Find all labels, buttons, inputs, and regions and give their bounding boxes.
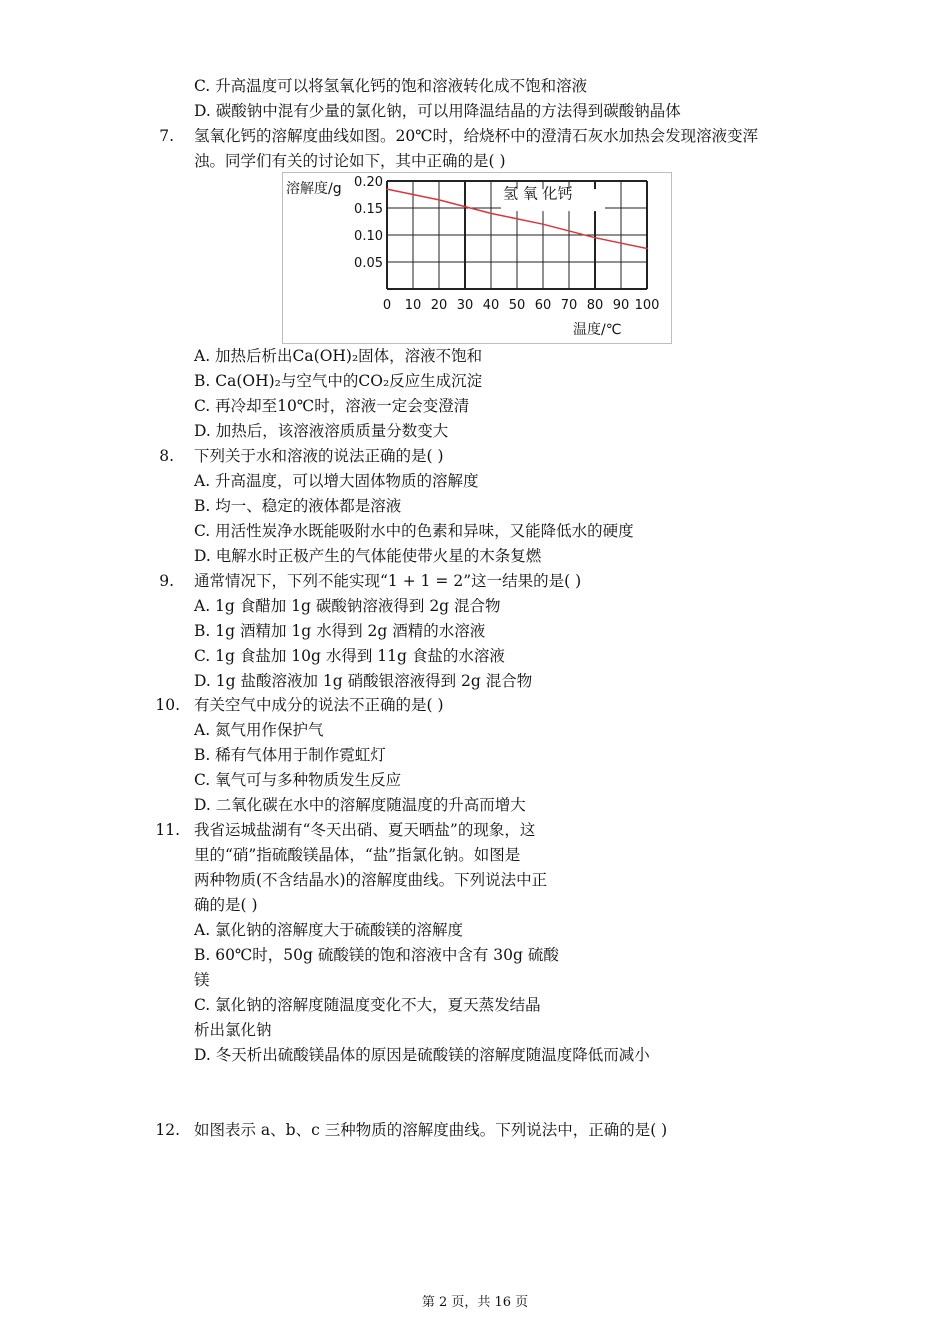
q9-option-b: B. 1g 酒精加 1g 水得到 2g 酒精的水溶液 (194, 622, 486, 640)
q10-option-a: A. 氮气用作保护气 (194, 721, 324, 739)
y-tick-label: 0.10 (354, 229, 383, 244)
x-tick-label: 70 (560, 298, 578, 313)
q8-option-b: B. 均一、稳定的液体都是溶液 (194, 497, 402, 515)
q7-option-b: B. Ca(OH)₂与空气中的CO₂反应生成沉淀 (194, 372, 483, 390)
q11-option-a: A. 氯化钠的溶解度大于硫酸镁的溶解度 (194, 921, 464, 939)
y-tick-label: 0.20 (354, 175, 383, 190)
q8-stem: 下列关于水和溶液的说法正确的是( ) (194, 447, 444, 465)
series-point (438, 199, 440, 201)
q7-option-c: C. 再冷却至10℃时，溶液一定会变澄清 (194, 397, 470, 415)
q9-option-d: D. 1g 盐酸溶液加 1g 硝酸银溶液得到 2g 混合物 (194, 672, 533, 690)
q10-option-c: C. 氧气可与多种物质发生反应 (194, 771, 402, 789)
q8-option-c: C. 用活性炭净水既能吸附水中的色素和异味，又能降低水的硬度 (194, 522, 634, 540)
x-tick-label: 30 (456, 298, 474, 313)
q6-option-d: D. 碳酸钠中混有少量的氯化钠，可以用降温结晶的方法得到碳酸钠晶体 (194, 102, 681, 120)
series-point (490, 213, 492, 215)
q7-option-d: D. 加热后，该溶液溶质质量分数变大 (194, 422, 449, 440)
q11-stem-line2: 里的“硝”指硫酸镁晶体，“盐”指氯化钠。如图是 (194, 846, 521, 864)
x-tick-label: 80 (586, 298, 604, 313)
series-point (386, 188, 388, 190)
q11-stem-line4: 确的是( ) (194, 896, 258, 914)
series-point (646, 248, 648, 250)
q12-number: 12. (155, 1121, 180, 1139)
chart-xlabel: 温度/℃ (573, 322, 622, 338)
q9-stem: 通常情况下，下列不能实现“1 + 1 = 2”这一结果的是( ) (194, 572, 582, 590)
chart-ylabel: 溶解度/g (286, 181, 342, 197)
q7-number: 7. (159, 127, 174, 145)
q11-option-b-line2: 镁 (194, 971, 210, 989)
q7-option-a: A. 加热后析出Ca(OH)₂固体，溶液不饱和 (194, 347, 483, 365)
x-tick-label: 60 (534, 298, 552, 313)
q12-stem: 如图表示 a、b、c 三种物质的溶解度曲线。下列说法中，正确的是( ) (194, 1121, 668, 1139)
q10-option-d: D. 二氧化碳在水中的溶解度随温度的升高而增大 (194, 796, 526, 814)
q9-option-a: A. 1g 食醋加 1g 碳酸钠溶液得到 2g 混合物 (194, 597, 501, 615)
q11-option-d: D. 冬天析出硫酸镁晶体的原因是硫酸镁的溶解度随温度降低而减小 (194, 1046, 650, 1064)
q8-option-a: A. 升高温度，可以增大固体物质的溶解度 (194, 472, 479, 490)
q7-stem-line1: 氢氧化钙的溶解度曲线如图。20℃时，给烧杯中的澄清石灰水加热会发现溶液变浑 (194, 127, 759, 145)
q11-stem-line1: 我省运城盐湖有“冬天出硝、夏天晒盐”的现象，这 (194, 821, 536, 839)
x-tick-label: 100 (634, 298, 660, 313)
q9-option-c: C. 1g 食盐加 10g 水得到 11g 食盐的水溶液 (194, 647, 505, 665)
q6-option-c: C. 升高温度可以将氢氧化钙的饱和溶液转化成不饱和溶液 (194, 77, 588, 95)
q11-stem-line3: 两种物质(不含结晶水)的溶解度曲线。下列说法中正 (194, 871, 548, 889)
chart-title: 氢 氧 化钙 (503, 184, 573, 203)
solubility-chart (282, 172, 672, 344)
x-tick-label: 10 (404, 298, 422, 313)
x-tick-label: 40 (482, 298, 500, 313)
q7-stem-line2: 浊。同学们有关的讨论如下，其中正确的是( ) (194, 152, 506, 170)
q11-option-c-line1: C. 氯化钠的溶解度随温度变化不大，夏天蒸发结晶 (194, 996, 541, 1014)
series-point (542, 223, 544, 225)
q11-number: 11. (155, 821, 180, 839)
series-point (594, 237, 596, 239)
y-tick-label: 0.05 (354, 256, 383, 271)
q11-option-b-line1: B. 60℃时，50g 硫酸镁的饱和溶液中含有 30g 硫酸 (194, 946, 559, 964)
page-footer: 第 2 页，共 16 页 (421, 1295, 529, 1310)
q8-option-d: D. 电解水时正极产生的气体能使带火星的木条复燃 (194, 547, 542, 565)
x-tick-label: 0 (382, 298, 392, 313)
x-tick-label: 90 (612, 298, 630, 313)
q10-stem: 有关空气中成分的说法不正确的是( ) (194, 696, 444, 714)
x-tick-label: 20 (430, 298, 448, 313)
q10-number: 10. (155, 696, 180, 714)
x-tick-label: 50 (508, 298, 526, 313)
q11-option-c-line2: 析出氯化钠 (194, 1021, 272, 1039)
q8-number: 8. (159, 447, 174, 465)
y-tick-label: 0.15 (354, 202, 383, 217)
q10-option-b: B. 稀有气体用于制作霓虹灯 (194, 746, 386, 764)
q9-number: 9. (159, 572, 174, 590)
solubility-chart-svg (283, 173, 671, 343)
